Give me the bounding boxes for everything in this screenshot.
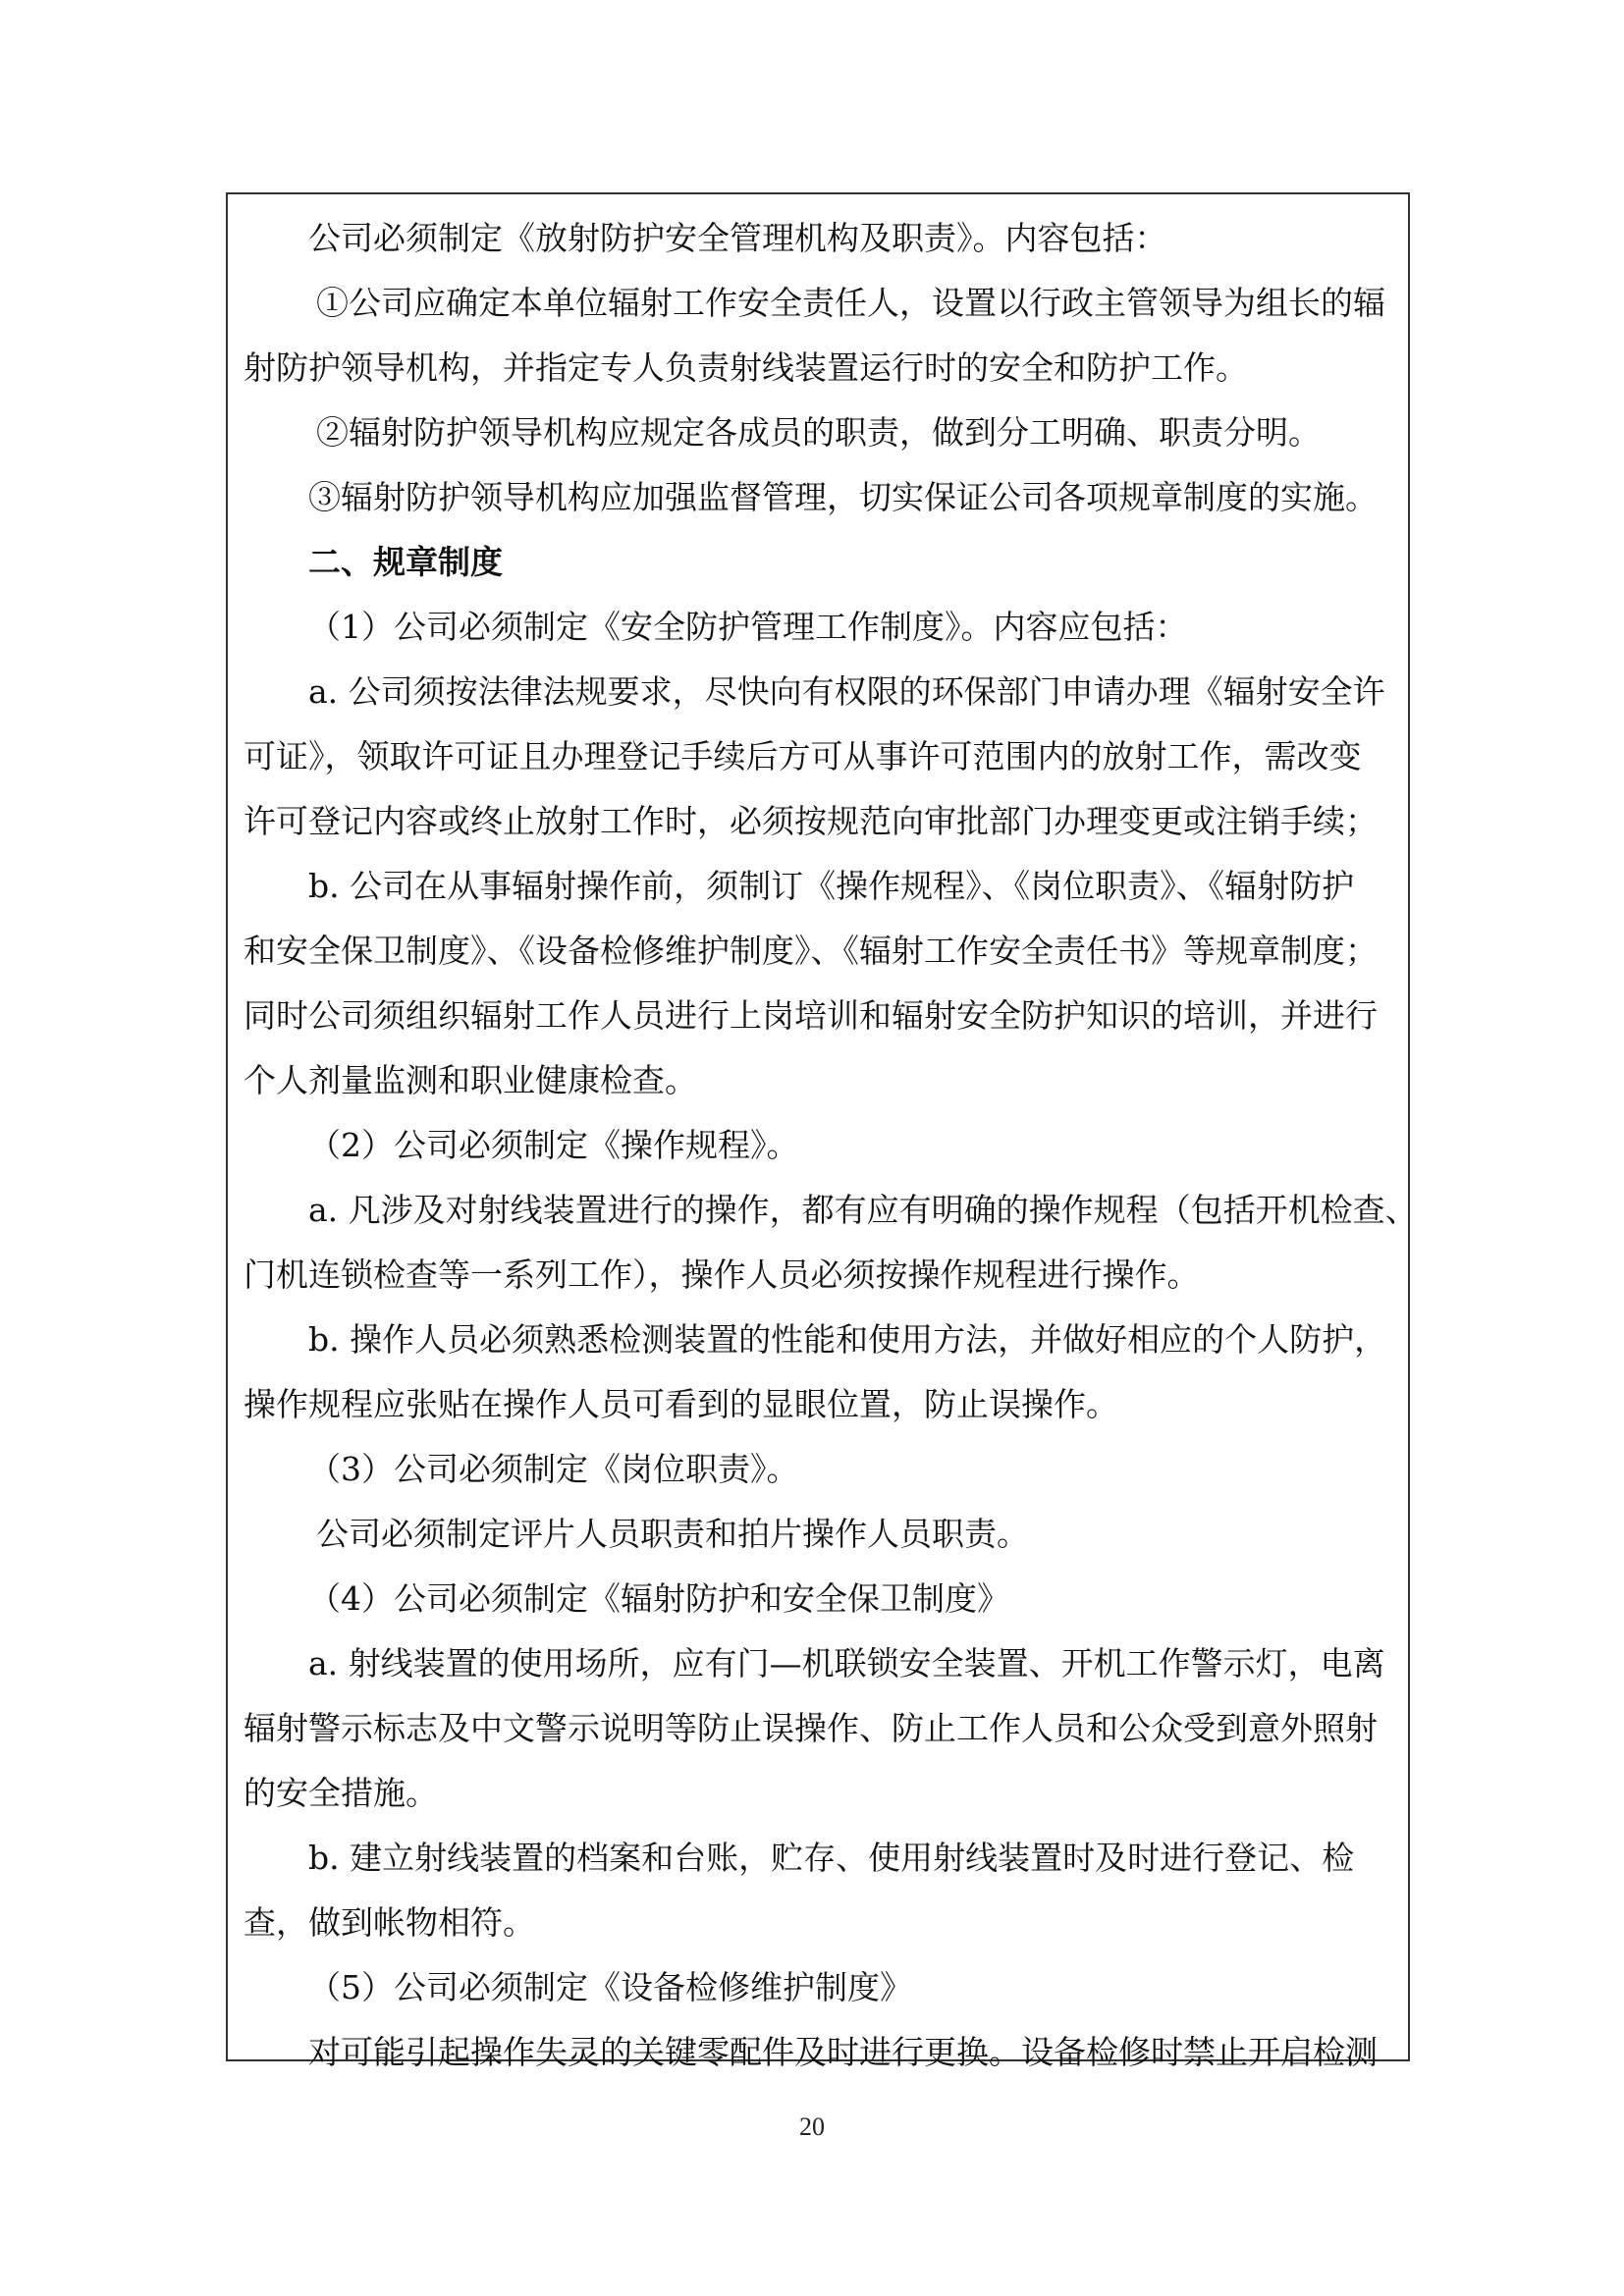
text-line: a. 公司须按法律法规要求，尽快向有权限的环保部门申请办理《辐射安全许	[308, 672, 1385, 711]
text-line: a. 凡涉及对射线装置进行的操作，都有应有明确的操作规程（包括开机检查、	[308, 1191, 1418, 1229]
text-line: b. 操作人员必须熟悉检测装置的性能和使用方法，并做好相应的个人防护，	[308, 1320, 1387, 1359]
text-line: （2）公司必须制定《操作规程》。	[308, 1126, 799, 1164]
text-line: b. 建立射线装置的档案和台账，贮存、使用射线装置时及时进行登记、检	[308, 1839, 1355, 1877]
text-line: （5）公司必须制定《设备检修维护制度》	[308, 1968, 912, 2006]
text-line: 许可登记内容或终止放射工作时，必须按规范向审批部门办理变更或注销手续；	[244, 802, 1378, 840]
text-line: 辐射警示标志及中文警示说明等防止误操作、防止工作人员和公众受到意外照射	[244, 1709, 1378, 1747]
text-line: ①公司应确定本单位辐射工作安全责任人，设置以行政主管领导为组长的辐	[316, 284, 1385, 322]
text-line: 门机连锁检查等一系列工作），操作人员必须按操作规程进行操作。	[244, 1255, 1200, 1294]
text-line: （1）公司必须制定《安全防护管理工作制度》。内容应包括：	[308, 608, 1188, 646]
section-heading: 二、规章制度	[308, 543, 503, 581]
text-line: 可证》，领取许可证且办理登记手续后方可从事许可范围内的放射工作，需改变	[244, 737, 1362, 775]
text-line: 公司必须制定评片人员职责和拍片操作人员职责。	[316, 1515, 1029, 1553]
text-line: 和安全保卫制度》、《设备检修维护制度》、《辐射工作安全责任书》等规章制度；	[244, 932, 1378, 970]
text-line: 的安全措施。	[244, 1774, 438, 1812]
text-line: b. 公司在从事辐射操作前，须制订《操作规程》、《岗位职责》、《辐射防护	[308, 867, 1355, 905]
text-line: 对可能引起操作失灵的关键零配件及时进行更换。设备检修时禁止开启检测	[308, 2033, 1378, 2071]
text-line: a. 射线装置的使用场所，应有门—机联锁安全装置、开机工作警示灯，电离	[308, 1644, 1385, 1682]
text-line: 操作规程应张贴在操作人员可看到的显眼位置，防止误操作。	[244, 1385, 1118, 1423]
text-line: 公司必须制定《放射防护安全管理机构及职责》。内容包括：	[308, 219, 1167, 257]
text-line: （4）公司必须制定《辐射防护和安全保卫制度》	[308, 1579, 1009, 1618]
text-line: ②辐射防护领导机构应规定各成员的职责，做到分工明确、职责分明。	[316, 413, 1321, 452]
text-line: （3）公司必须制定《岗位职责》。	[308, 1450, 799, 1488]
text-line: 个人剂量监测和职业健康检查。	[244, 1061, 697, 1099]
text-line: 射防护领导机构，并指定专人负责射线装置运行时的安全和防护工作。	[244, 348, 1248, 387]
text-line: 同时公司须组织辐射工作人员进行上岗培训和辐射安全防护知识的培训，并进行	[244, 996, 1378, 1035]
text-line: 查，做到帐物相符。	[244, 1903, 535, 1942]
text-line: ③辐射防护领导机构应加强监督管理，切实保证公司各项规章制度的实施。	[308, 478, 1378, 516]
page-number: 20	[799, 2112, 825, 2141]
